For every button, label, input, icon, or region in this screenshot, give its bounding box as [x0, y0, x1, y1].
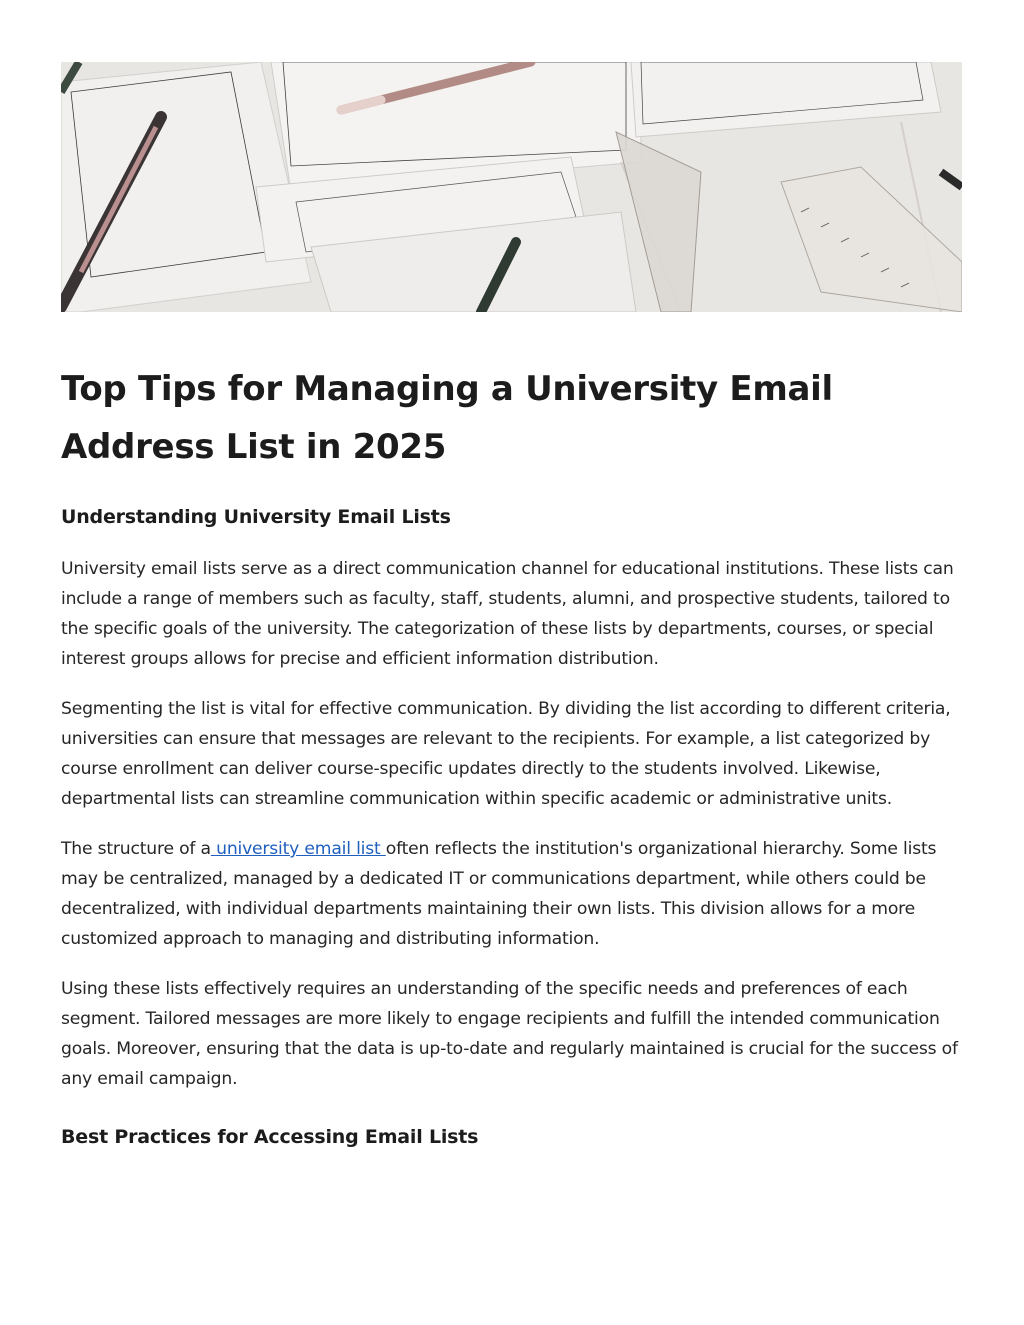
section-heading-best-practices: Best Practices for Accessing Email Lists: [61, 1126, 479, 1148]
paragraph-4: Using these lists effectively requires an understanding of the specific needs and preferences of each segment. Tailored messages are more likely to engage recipients and fulfill the intended communication goals. Moreover, ensuring that the data is up-to-date and regularly maintained is crucial for the success of any email campaign.: [61, 979, 958, 1089]
article: [61, 62, 962, 1152]
paragraph-3: [61, 834, 962, 954]
section-heading-understanding: Understanding University Email Lists: [61, 506, 451, 528]
hero-image: [61, 62, 962, 312]
paragraph-2: Segmenting the list is vital for effective communication. By dividing the list according to different criteria, universities can ensure that messages are relevant to the recipients. For example, a list categorized by course enrollment can deliver course-specific updates directly to the students involved. Likewise, departmental lists can streamline communication within specific academic or administrative units.: [61, 699, 951, 809]
paragraph-3-text-after: often reflects the institution's organizational hierarchy. Some lists may be centralized, managed by a dedicated IT or communications department, while others could be decentralized, with individual departments maintaining their own lists. This division allows for a more customized approach to managing and distributing information.: [61, 839, 937, 949]
university-email-list-link[interactable]: university email list: [210, 839, 386, 859]
paragraph-1: University email lists serve as a direct communication channel for educational institutions. These lists can include a range of members such as faculty, staff, students, alumni, and prospective students, tailored to the specific goals of the university. The categorization of these lists by departments, courses, or special interest groups allows for precise and efficient information distribution.: [61, 559, 954, 669]
page-title: Top Tips for Managing a University Email Address List in 2025: [61, 369, 833, 467]
paragraph-3-text-before: The structure of a: [61, 839, 211, 859]
